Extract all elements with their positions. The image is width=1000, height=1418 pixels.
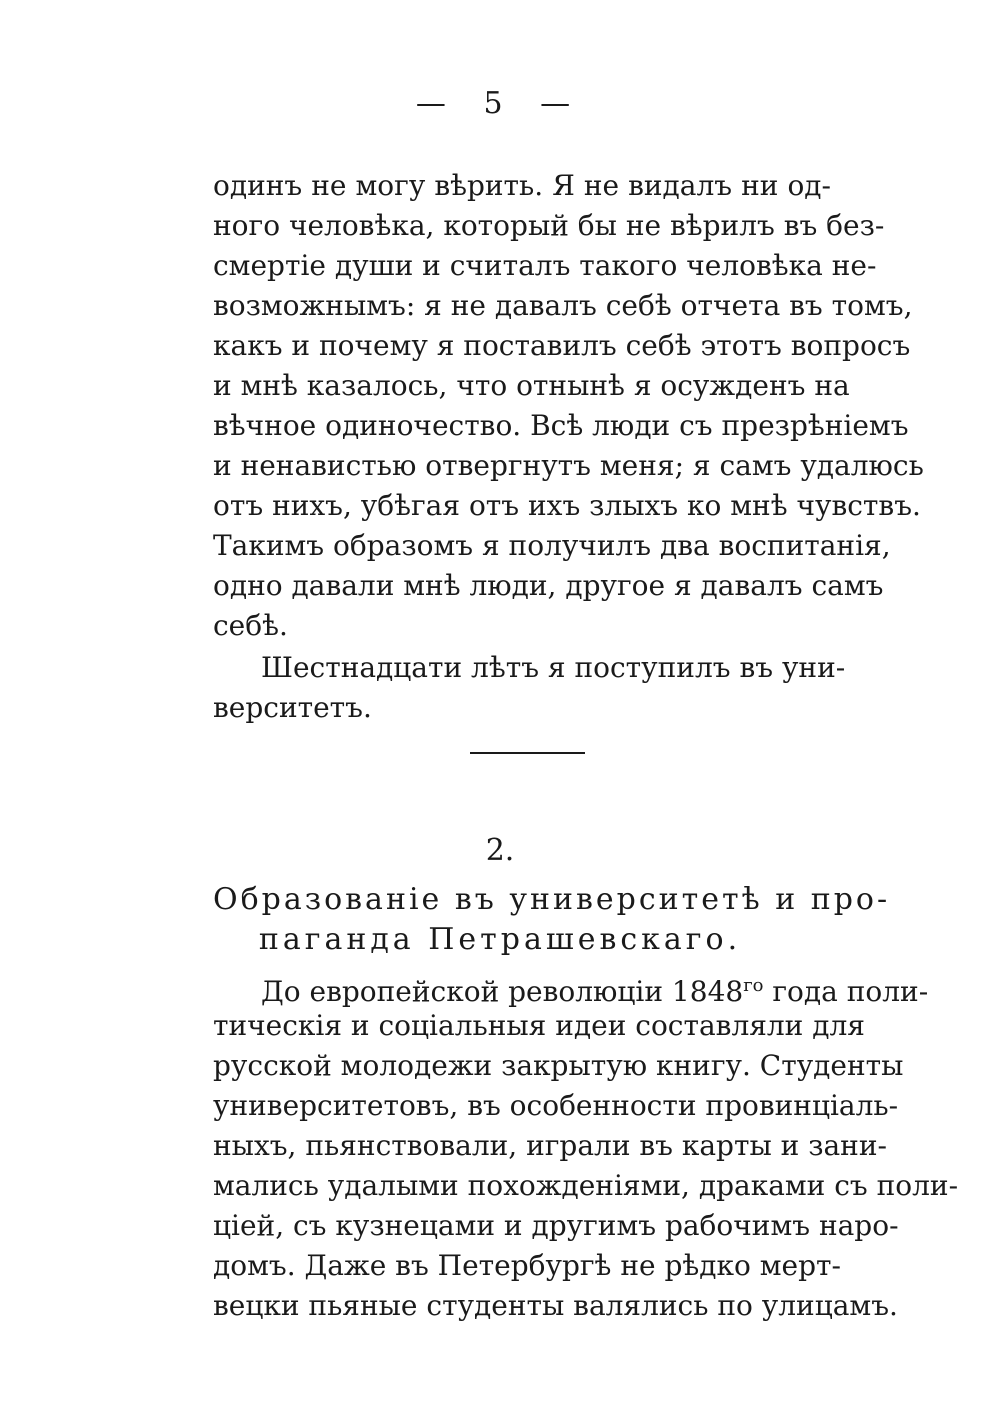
text-line: возможнымъ: я не давалъ себѣ отчета въ томъ, [213, 289, 913, 322]
text-line: ного человѣка, который бы не вѣрилъ въ без- [213, 209, 885, 242]
text-fragment: года поли- [772, 975, 929, 1008]
text-line: смертіе души и считалъ такого человѣка не- [213, 249, 877, 282]
text-line: одно давали мнѣ люди, другое я давалъ самъ [213, 569, 884, 602]
text-line: домъ. Даже въ Петербургѣ не рѣдко мерт- [213, 1249, 842, 1282]
section-title-line: паганда Петрашевскаго. [258, 922, 742, 957]
text-line: верситетъ. [213, 691, 372, 724]
section-title-line: Образованіе въ университетѣ и про- [213, 882, 891, 917]
text-line: и мнѣ казалось, что отнынѣ я осужденъ на [213, 369, 850, 402]
text-line [261, 966, 929, 1008]
text-line: университетовъ, въ особенности провинціаль- [213, 1089, 899, 1122]
section-number: 2. [485, 833, 515, 868]
text-line: Такимъ образомъ я получилъ два воспитанія, [213, 529, 891, 562]
text-line: ныхъ, пьянствовали, играли въ карты и зани- [213, 1129, 887, 1162]
text-line: отъ нихъ, убѣгая отъ ихъ злыхъ ко мнѣ чувствъ. [213, 489, 921, 522]
text-line: вѣчное одиночество. Всѣ люди съ презрѣніемъ [213, 409, 909, 442]
text-line: ціей, съ кузнецами и другимъ рабочимъ наро- [213, 1209, 899, 1242]
ordinal-suffix: го [743, 975, 764, 996]
section-divider [470, 752, 585, 754]
text-line: и ненавистью отвергнутъ меня; я самъ удалюсь [213, 449, 924, 482]
text-line: одинъ не могу вѣрить. Я не видалъ ни од- [213, 169, 831, 202]
text-line: вецки пьяные студенты валялись по улицамъ. [213, 1289, 898, 1322]
text-line: русской молодежи закрытую книгу. Студенты [213, 1049, 904, 1082]
text-line: тическія и соціальныя идеи составляли для [213, 1009, 865, 1042]
text-fragment: До европейской революціи 1848 [261, 975, 744, 1008]
text-line: мались удалыми похожденіями, драками съ поли- [213, 1169, 959, 1202]
page-number-header: — 5 — [415, 86, 585, 121]
text-line: себѣ. [213, 609, 288, 642]
text-line: Шестнадцати лѣтъ я поступилъ въ уни- [261, 651, 846, 684]
text-line: какъ и почему я поставилъ себѣ этотъ вопросъ [213, 329, 911, 362]
